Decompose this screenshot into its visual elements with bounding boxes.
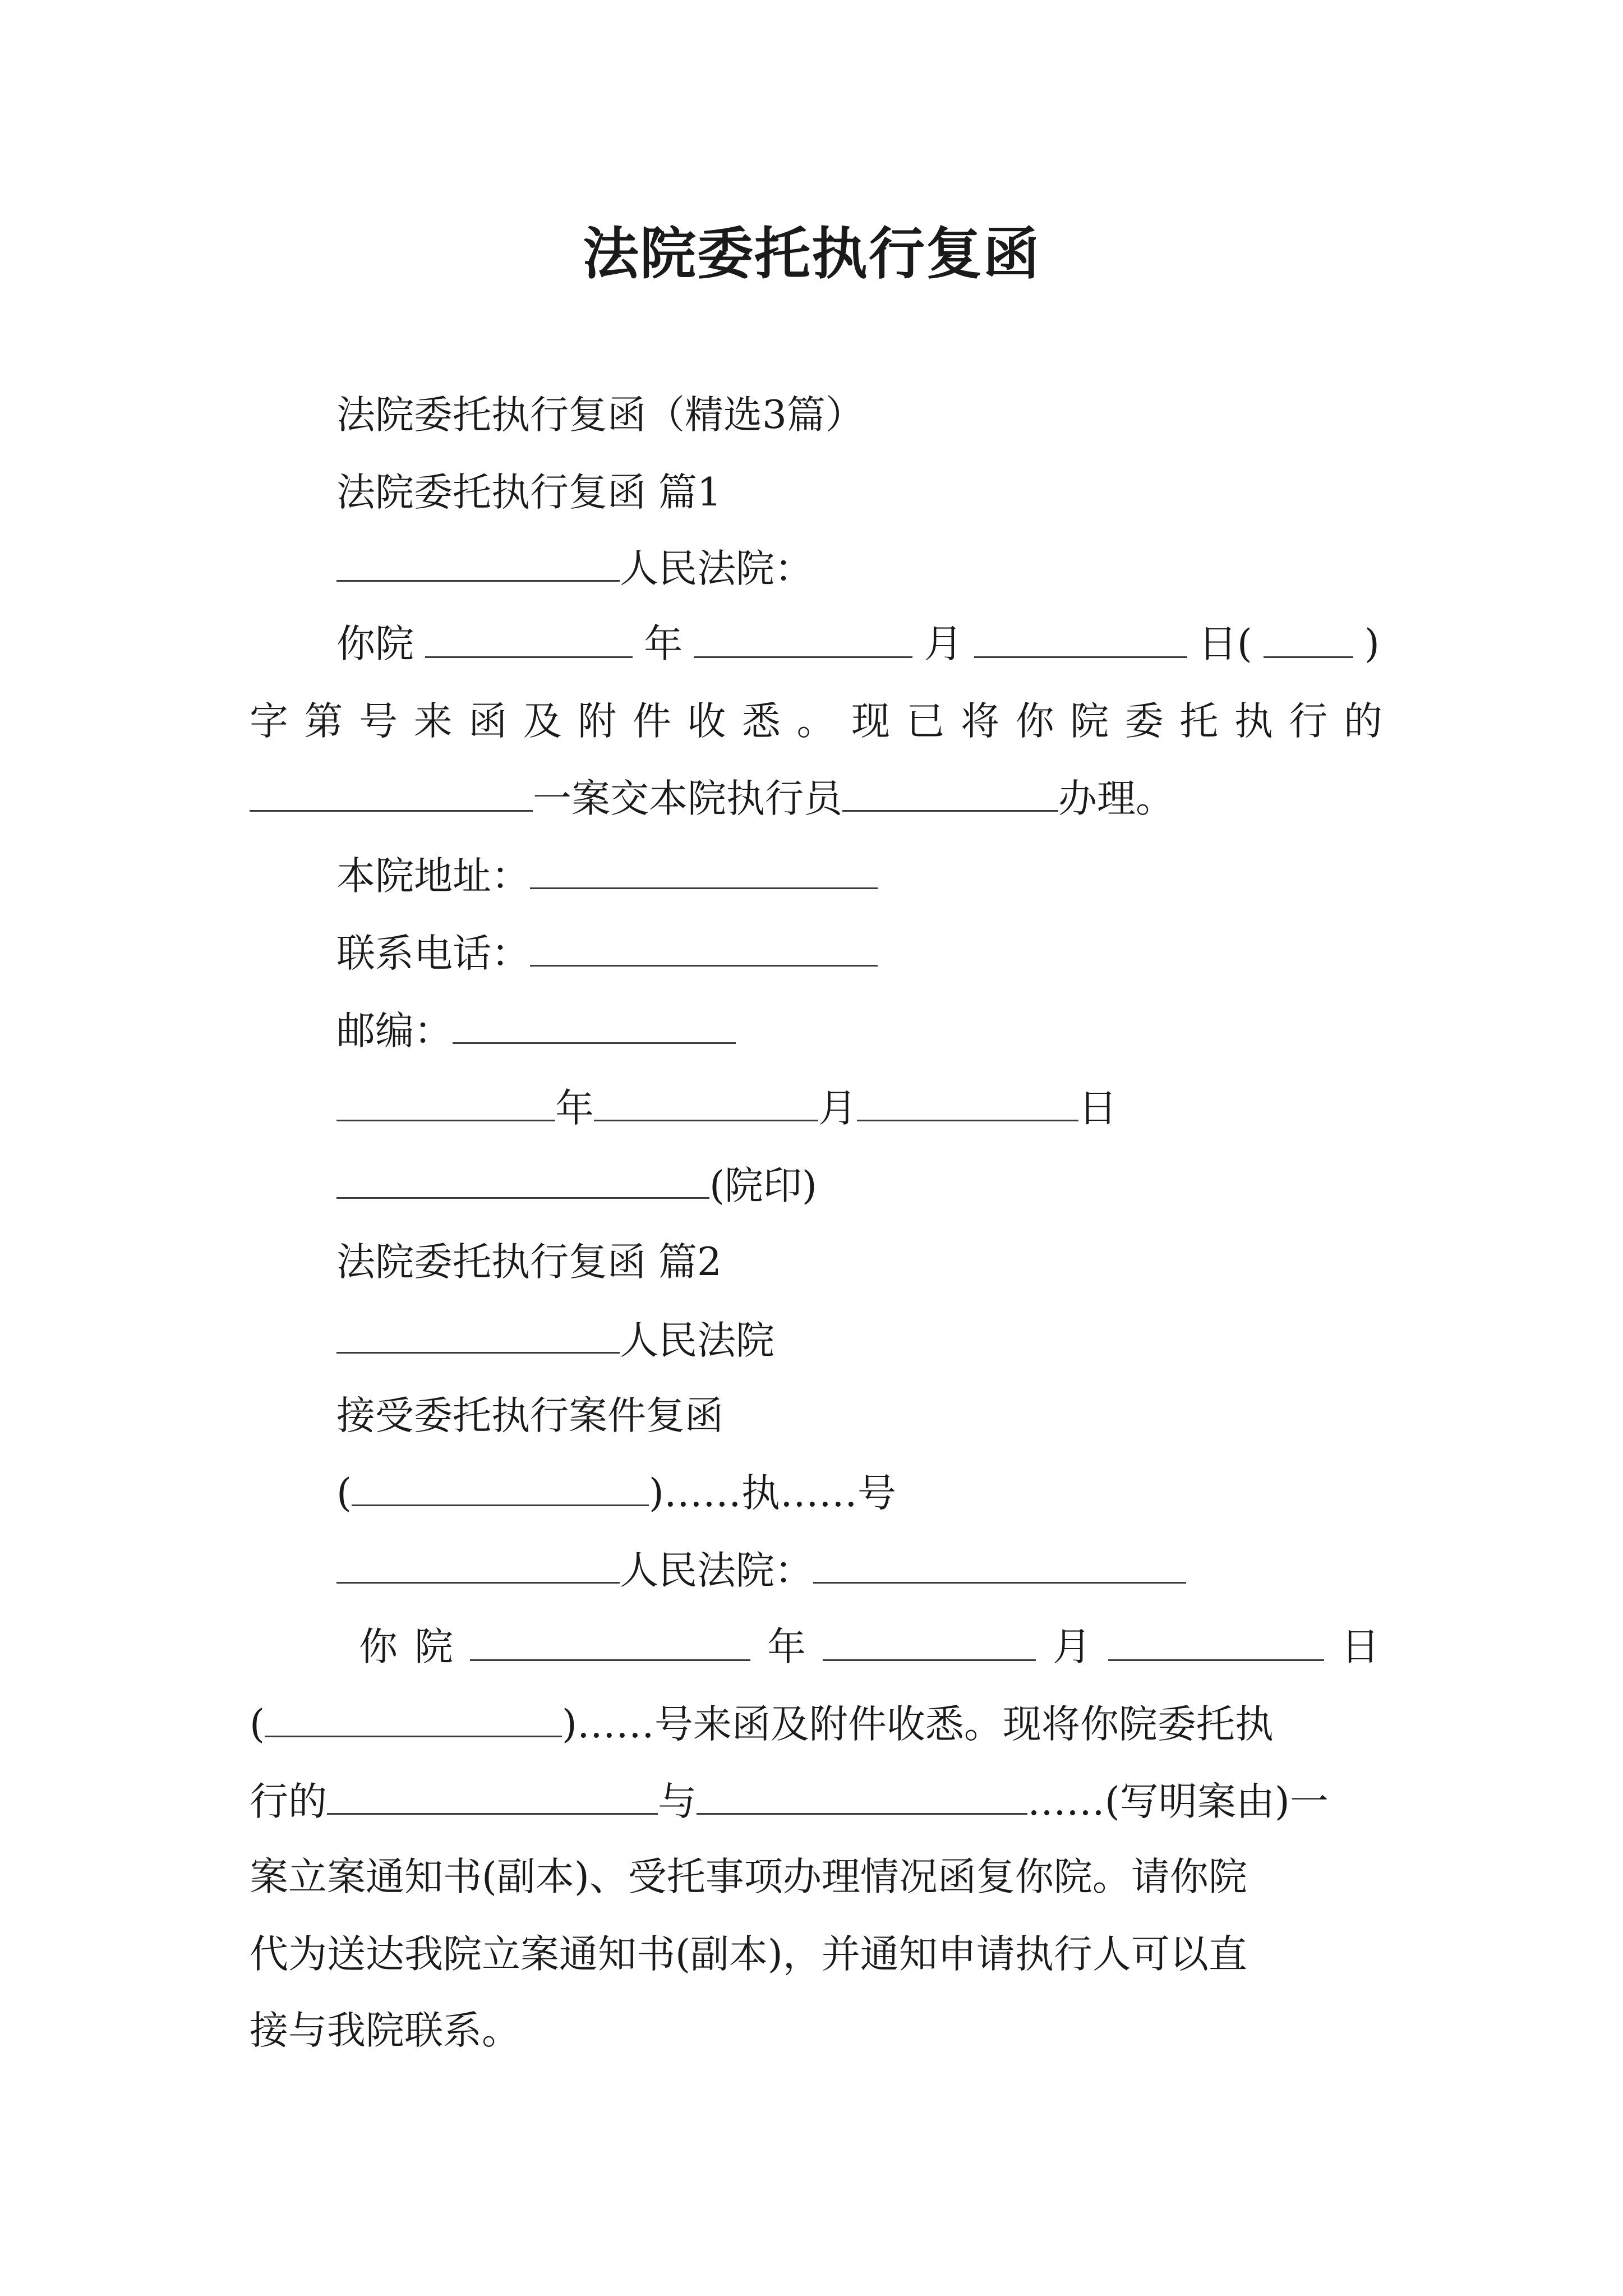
part2-line4: 案立案通知书(副本)、受托事项办理情况函复你院。请你院 bbox=[250, 1855, 1247, 1899]
blank-field bbox=[1108, 1619, 1324, 1661]
seal-label: (院印) bbox=[709, 1163, 817, 1208]
address-label: 本院地址： bbox=[336, 854, 530, 899]
char: 号 bbox=[359, 699, 398, 744]
char: 执 bbox=[1234, 699, 1273, 744]
blank-field bbox=[823, 1619, 1036, 1661]
blank-field bbox=[974, 616, 1187, 658]
char: 的 bbox=[1343, 699, 1382, 744]
char: 院 bbox=[414, 1625, 453, 1669]
char: 悉 bbox=[741, 699, 781, 744]
postcode-line bbox=[336, 1002, 736, 1059]
part2-court bbox=[336, 1312, 774, 1369]
blank-field bbox=[842, 770, 1058, 812]
blank-field bbox=[336, 540, 620, 582]
blank-field bbox=[336, 1542, 620, 1584]
blank-field bbox=[697, 1773, 1027, 1815]
text-segment: ……(写明案由)一 bbox=[1027, 1779, 1329, 1824]
char: 你 bbox=[1015, 699, 1054, 744]
char: 收 bbox=[687, 699, 726, 744]
phone-label: 联系电话： bbox=[336, 931, 530, 976]
blank-field bbox=[250, 770, 533, 812]
postcode-label: 邮编： bbox=[336, 1009, 453, 1053]
char: 及 bbox=[523, 699, 562, 744]
char: 现 bbox=[851, 699, 891, 744]
char: 第 bbox=[304, 699, 343, 744]
blank-field bbox=[594, 1079, 818, 1121]
blank-field bbox=[530, 847, 878, 889]
char: 行 bbox=[1289, 699, 1328, 744]
blank-field bbox=[530, 924, 878, 967]
text-segment: 年 bbox=[644, 622, 683, 666]
recipient-label: 人民法院： bbox=[620, 546, 813, 591]
part2-recipient bbox=[336, 1542, 1186, 1599]
char: 来 bbox=[413, 699, 453, 744]
part2-line1 bbox=[359, 1619, 1380, 1675]
part2-line2 bbox=[250, 1695, 1274, 1752]
date-line bbox=[336, 1079, 1117, 1137]
text-segment: 月 bbox=[1053, 1625, 1091, 1669]
part1-line2 bbox=[250, 693, 1382, 749]
blank-field bbox=[336, 1079, 555, 1121]
part2-line5: 代为送达我院立案通知书(副本)，并通知申请执行人可以直 bbox=[250, 1932, 1247, 1977]
part2-case-number bbox=[336, 1464, 896, 1521]
blank-field bbox=[336, 1157, 709, 1199]
text-segment: 日( bbox=[1198, 622, 1252, 666]
part2-heading: 法院委托执行复函 篇2 bbox=[336, 1240, 722, 1285]
intro-line: 法院委托执行复函（精选3篇） bbox=[336, 393, 864, 438]
blank-field bbox=[336, 1312, 620, 1354]
char: 将 bbox=[961, 699, 1000, 744]
text-segment: 年 bbox=[555, 1086, 594, 1131]
text-segment: 你院 bbox=[336, 622, 414, 666]
char: 。 bbox=[796, 699, 836, 744]
part1-line1 bbox=[336, 616, 1380, 672]
text-segment: ( bbox=[250, 1702, 265, 1747]
text-segment: ) bbox=[1364, 622, 1380, 666]
phone-line bbox=[336, 924, 878, 982]
text-segment: )……号来函及附件收悉。现将你院委托执 bbox=[561, 1702, 1274, 1747]
char: 附 bbox=[578, 699, 617, 744]
char: 托 bbox=[1179, 699, 1219, 744]
char: 院 bbox=[1070, 699, 1109, 744]
blank-field bbox=[352, 1464, 649, 1506]
char: 函 bbox=[468, 699, 508, 744]
blank-field bbox=[265, 1695, 562, 1737]
address-line bbox=[336, 847, 878, 904]
blank-field bbox=[694, 616, 912, 658]
text-segment: )……执……号 bbox=[648, 1471, 896, 1516]
blank-field bbox=[327, 1773, 658, 1815]
text-segment: 与 bbox=[658, 1779, 697, 1824]
blank-field bbox=[453, 1002, 736, 1044]
text-segment: ( bbox=[336, 1471, 352, 1516]
part1-line3 bbox=[250, 770, 1174, 827]
blank-field bbox=[470, 1619, 750, 1661]
part2-line6: 接与我院联系。 bbox=[250, 2008, 520, 2053]
part1-recipient bbox=[336, 540, 813, 597]
text-segment: 办理。 bbox=[1058, 776, 1174, 821]
recipient-label: 人民法院： bbox=[620, 1548, 813, 1593]
part2-line3 bbox=[250, 1773, 1329, 1830]
char: 件 bbox=[632, 699, 671, 744]
part1-heading: 法院委托执行复函 篇1 bbox=[336, 470, 722, 515]
char: 字 bbox=[250, 699, 288, 744]
blank-field bbox=[1264, 616, 1353, 658]
char: 你 bbox=[359, 1625, 398, 1669]
part2-subject: 接受委托执行案件复函 bbox=[336, 1393, 723, 1438]
text-segment: 年 bbox=[767, 1625, 806, 1669]
seal-line bbox=[336, 1157, 817, 1214]
text-segment: 月 bbox=[818, 1086, 857, 1131]
char: 已 bbox=[906, 699, 945, 744]
text-segment: 行的 bbox=[250, 1779, 327, 1824]
text-segment: 日 bbox=[1341, 1625, 1380, 1669]
text-segment: 日 bbox=[1078, 1086, 1117, 1131]
text-segment: 一案交本院执行员 bbox=[533, 776, 842, 821]
blank-field bbox=[425, 616, 633, 658]
document-title: 法院委托执行复函 bbox=[583, 220, 1040, 287]
blank-field bbox=[857, 1079, 1078, 1121]
blank-field bbox=[813, 1542, 1186, 1584]
char: 委 bbox=[1124, 699, 1164, 744]
text-segment: 月 bbox=[924, 622, 963, 666]
court-label: 人民法院 bbox=[620, 1318, 774, 1363]
